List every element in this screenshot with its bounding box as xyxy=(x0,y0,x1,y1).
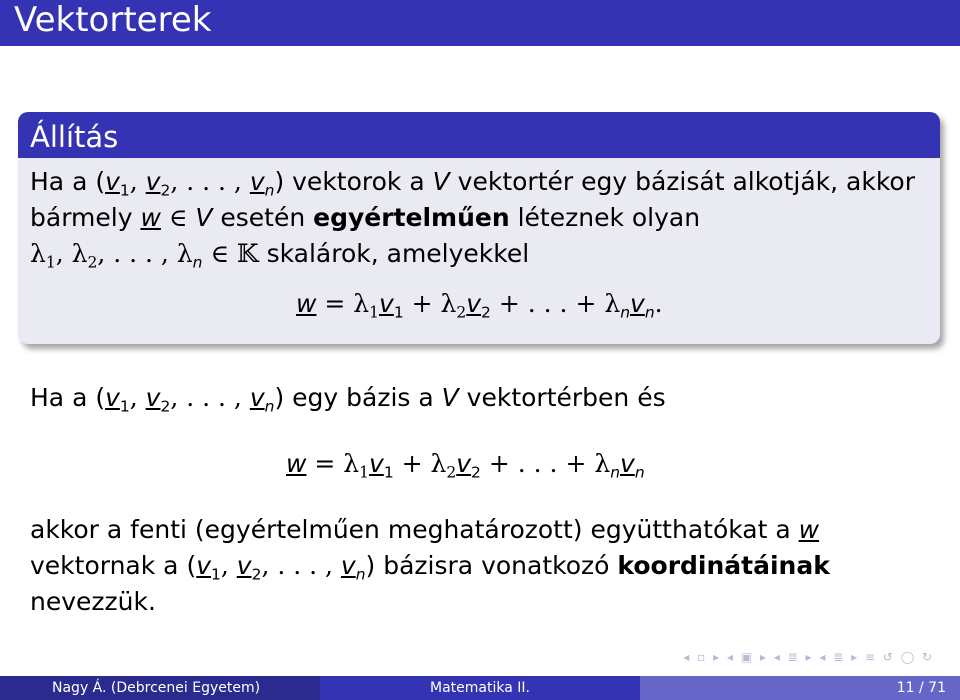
theorem-equation: $w = \lambda_1v_1 + \lambda_2v_2$ + . . . + $\lambda_nv_n$. xyxy=(296,289,663,322)
footer-page: 11 / 71 xyxy=(640,676,960,700)
coordinates-definition: akkor a fenti (egyértelműen meghatározott) együtthatókat a w vektornak a ($v_1$, $v_2$, . . . , $v_n$) bázisra vonatkozó koordinátáinak nevezzük. xyxy=(30,515,830,616)
footer xyxy=(0,676,960,700)
frame-title: Vektorterek xyxy=(0,0,960,46)
beamer-navigation[interactable] xyxy=(683,650,934,664)
theorem-line-2: bármely w ∈ V esetén egyértelműen léteznek olyan xyxy=(30,203,701,232)
theorem-title: Állítás xyxy=(18,112,940,158)
nav-subsection-icon[interactable]: ◂ ▣ ▸ xyxy=(726,650,768,664)
theorem-body xyxy=(18,158,940,322)
basis-sentence: Ha a ($v_1$, $v_2$, . . . , $v_n$) egy bázis a V vektortérben és xyxy=(30,383,666,416)
footer-author: Nagy Á. (Debrcenei Egyetem) xyxy=(0,676,320,700)
nav-search-icon[interactable]: ↺ ◯ ↻ xyxy=(882,650,934,664)
nav-section-icon[interactable]: ◂ ≣ ▸ xyxy=(773,650,814,664)
nav-right-icon[interactable]: ▸ xyxy=(713,650,722,664)
theorem-block xyxy=(18,112,940,344)
theorem-line-3: $\lambda_1$, $\lambda_2$, . . . , $\lambda_n$ ∈ 𝕂 skalárok, amelyekkel xyxy=(30,239,530,272)
footer-course: Matematika II. xyxy=(320,676,640,700)
nav-doc-icon[interactable]: ◂ ≣ ▸ xyxy=(819,650,860,664)
theorem-line-1: Ha a ($v_1$, $v_2$, . . . , $v_n$) vektorok a V vektortér egy bázisát alkotják, akkor xyxy=(30,167,915,200)
nav-frame-icon[interactable]: ▫ xyxy=(697,650,708,664)
nav-left-icon[interactable]: ◂ xyxy=(683,650,692,664)
basis-equation: $w = \lambda_1v_1 + \lambda_2v_2$ + . . . + $\lambda_nv_n$ xyxy=(286,449,645,482)
nav-align-icon[interactable]: ≡ xyxy=(864,650,877,664)
